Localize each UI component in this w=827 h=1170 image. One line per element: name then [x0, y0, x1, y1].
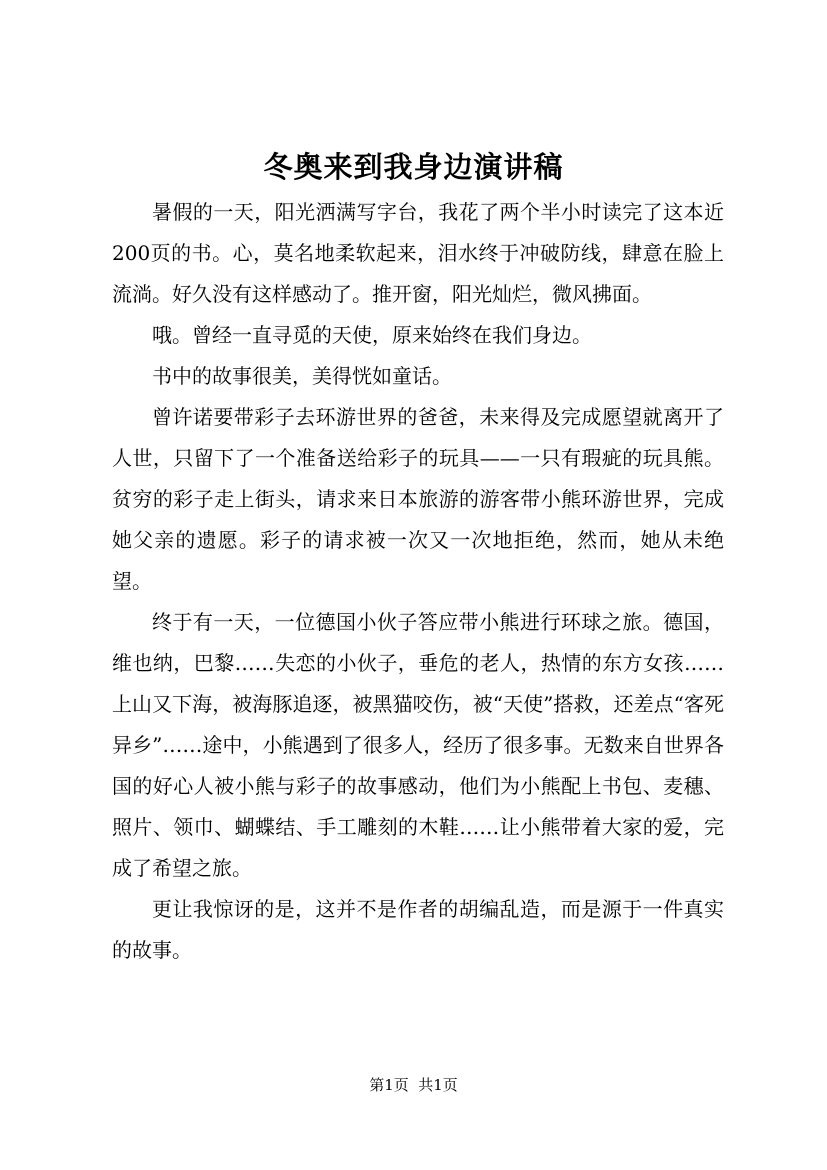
- paragraph-4: 曾许诺要带彩子去环游世界的爸爸，未来得及完成愿望就离开了人世，只留下了一个准备送给彩子的玩具——一只有瑕疵的玩具熊。贫穷的彩子走上街头，请求来日本旅游的游客带小熊环游世界，完成她父亲的遗愿。彩子的请求被一次又一次地拒绝，然而，她从未绝望。: [112, 405, 724, 593]
- document-body: [112, 192, 724, 971]
- document-title: 冬奥来到我身边演讲稿: [263, 150, 564, 184]
- page-footer: 第1页 共1页: [369, 1076, 458, 1094]
- paragraph-6: 更让我惊讶的是，这并不是作者的胡编乱造，而是源于一件真实的故事。: [112, 897, 724, 962]
- paragraph-2: 哦。曾经一直寻觅的天使，原来始终在我们身边。: [152, 323, 592, 347]
- paragraph-5: 终于有一天，一位德国小伙子答应带小熊进行环球之旅。德国，维也纳，巴黎……失恋的小伙子，垂危的老人，热情的东方女孩……上山又下海，被海豚追逐，被黑猫咬伤，被“天使”搭救，还差点“客死异乡”……途中，小熊遇到了很多人，经历了很多事。无数来自世界各国的好心人被小熊与彩子的故事感动，他们为小熊配上书包、麦穗、照片、领巾、蝴蝶结、手工雕刻的木鞋……让小熊带着大家的爱，完成了希望之旅。: [112, 610, 724, 880]
- paragraph-1: 暑假的一天，阳光洒满写字台，我花了两个半小时读完了这本近200页的书。心，莫名地柔软起来，泪水终于冲破防线，肆意在脸上流淌。好久没有这样感动了。推开窗，阳光灿烂，微风拂面。: [112, 200, 724, 306]
- paragraph-3: 书中的故事很美，美得恍如童话。: [152, 364, 452, 388]
